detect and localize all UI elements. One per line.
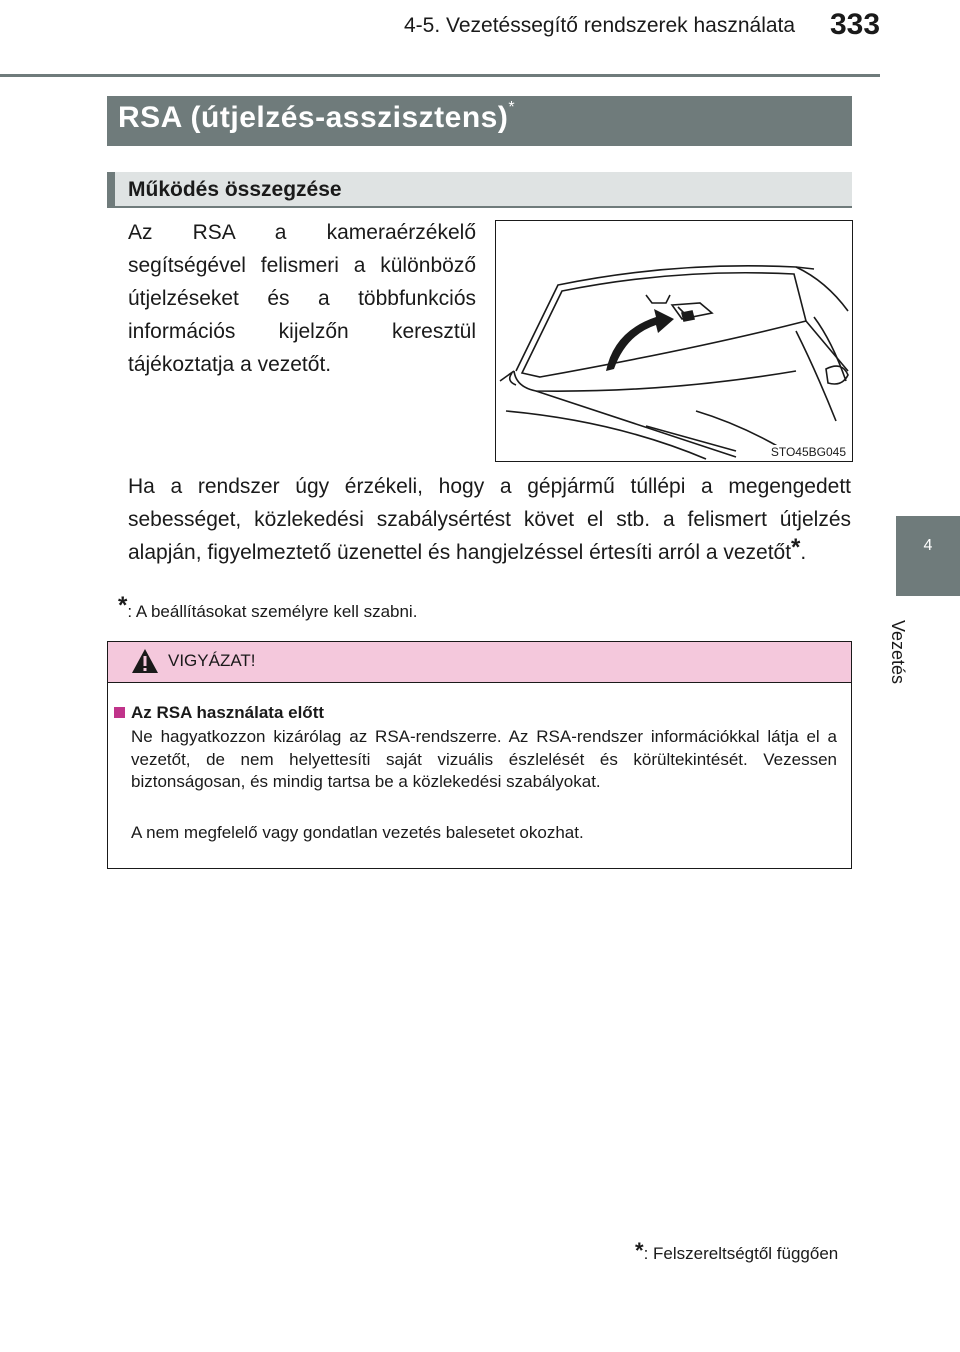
warning-item-text: Ne hagyatkozzon kizárólag az RSA-rendszerre. Az RSA-rendszer információkkal látja el a vezetőt, de nem helyettesíti saját vizuális észlelését és körültekintését. Vezessen biztonságosan, és mindig tartsa be a közlekedési szabályokat.	[131, 727, 837, 791]
footnote-text: : Felszereltségtől függően	[643, 1244, 839, 1263]
header-rule	[0, 74, 880, 77]
warning-item-title-text: Az RSA használata előtt	[131, 703, 325, 722]
section-title-text: RSA (útjelzés-asszisztens)	[118, 101, 509, 134]
warning-label: VIGYÁZAT!	[168, 651, 256, 670]
section-title-mark: *	[508, 99, 516, 116]
header-title: 4-5. Vezetéssegítő rendszerek használata	[404, 14, 796, 37]
settings-note	[118, 592, 418, 624]
windshield-illustration	[496, 221, 852, 461]
chapter-label-text: Vezetés	[888, 620, 908, 685]
warning-triangle-icon	[130, 647, 160, 675]
chapter-label	[888, 620, 932, 740]
body-end: .	[800, 541, 807, 564]
windshield-camera-figure	[495, 220, 853, 462]
footnote-mark: *	[635, 1238, 644, 1263]
chapter-number: 4	[923, 537, 933, 554]
body-text: Ha a rendszer úgy érzékeli, hogy a gépjármű túllépi a megengedett sebességet, közlekedési szabálysértést követ el stb. a felismert útjelzés alapján, figyelmeztető üzenettel és hangjelzéssel értesíti arról a vezetőt	[128, 475, 851, 564]
page-footnote	[635, 1239, 838, 1265]
subsection-bar	[107, 172, 115, 208]
note-text: : A beállításokat személyre kell szabni.	[127, 602, 418, 621]
figure-code: STO45BG045	[770, 445, 846, 459]
warning-box	[107, 641, 852, 869]
warning-item-title	[114, 703, 324, 723]
note-mark: *	[118, 592, 128, 619]
body-mark: *	[791, 534, 801, 561]
intro-paragraph: Az RSA a kameraérzékelő segítségével felismeri a különböző útjelzéseket és a többfunkciós információs kijelzőn keresztül tájékoztatja a vezetőt.	[128, 221, 476, 376]
chapter-tab	[896, 516, 960, 596]
bullet-square-icon	[114, 707, 125, 718]
section-title	[118, 101, 515, 135]
subsection-title: Működés összegzése	[128, 178, 342, 201]
warning-item-text-2: A nem megfelelő vagy gondatlan vezetés balesetet okozhat.	[131, 823, 584, 842]
warning-header	[108, 642, 851, 683]
page-number: 333	[830, 8, 881, 41]
body-paragraph	[128, 470, 851, 569]
